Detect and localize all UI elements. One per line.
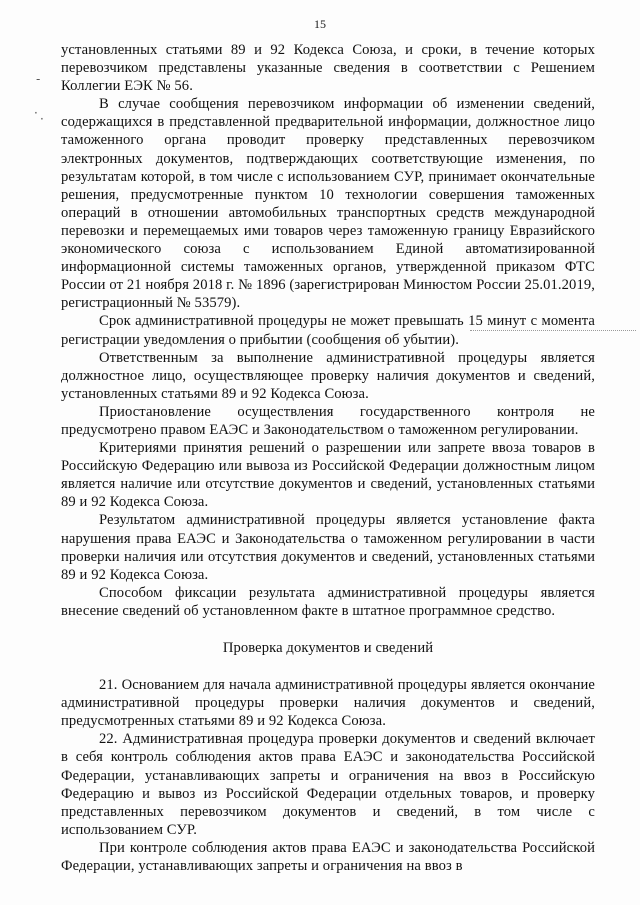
numbered-paragraph: 22. Административная процедура проверки документов и сведений включает в себя контроль соблюдения актов права ЕАЭС и законодательства Российской Федерации, устанавливающих запреты и ограничения на ввоз в Российскую Федерацию и вывоз из Российской Федерации отдельных товаров, и проверку представленных перевозчиком документов и сведений, в том числе с использованием СУР. bbox=[61, 731, 595, 838]
margin-mark: - bbox=[36, 72, 41, 86]
margin-mark: · bbox=[40, 112, 44, 126]
paragraph: При контроле соблюдения актов права ЕАЭС и законодательства Российской Федерации, устанавливающих запреты и ограничения на ввоз в bbox=[61, 839, 595, 875]
paragraph: Способом фиксации результата административной процедуры является внесение сведений об установленном факте в штатное программное средство. bbox=[61, 584, 595, 619]
paragraph: В случае сообщения перевозчиком информации об изменении сведений, содержащихся в представленной предварительной информации, должностное лицо таможенного органа проводит проверку представленных перевозчиком электронных документов, подтверждающих соответствующие изменения, по результатам которой, в том числе с использованием СУР, принимает окончательные решения, предусмотренные пунктом 10 технологии совершения таможенных операций в отношении автомобильных транспортных средств международной перевозки и перемещаемых ими товаров через таможенную границу Евразийского экономического союза с использованием Единой автоматизированной информационной системы таможенных органов, утвержденной приказом ФТС России от 21 ноября 2018 г. № 1896 (зарегистрирован Минюстом России 25.01.2019, регистрационный № 53579). bbox=[61, 96, 595, 312]
document-body bbox=[61, 41, 595, 875]
paragraph: Критериями принятия решений о разрешении или запрете ввоза товаров в Российскую Федерацию или вывоза из Российской Федерации должностным лицом является наличие или отсутствие документов и сведений, установленных статьями 89 и 92 Кодекса Союза. bbox=[61, 440, 595, 511]
page-number: 15 bbox=[314, 17, 326, 31]
section-heading: Проверка документов и сведений bbox=[222, 640, 434, 656]
paragraph: установленных статьями 89 и 92 Кодекса Союза, и сроки, в течение которых перевозчиком представлены указанные сведения в соответствии с Решением Коллегии ЕЭК № 56. bbox=[61, 42, 595, 95]
paragraph: Ответственным за выполнение административной процедуры является должностное лицо, осуществляющее проверку наличия документов и сведений, установленных статьями 89 и 92 Кодекса Союза. bbox=[61, 349, 595, 402]
numbered-paragraph: 21. Основанием для начала административной процедуры является окончание административной процедуры проверки наличия документов и сведений, предусмотренных статьями 89 и 92 Кодекса Союза. bbox=[61, 677, 595, 730]
margin-mark: · bbox=[34, 106, 38, 120]
paragraph: Приостановление осуществления государственного контроля не предусмотрено правом ЕАЭС и Законодательством о таможенном регулировании. bbox=[61, 403, 595, 438]
paragraph: Результатом административной процедуры является установление факта нарушения права ЕАЭС и Законодательства о таможенном регулировании в части проверки наличия или отсутствия документов и сведений, установленных статьями 89 и 92 Кодекса Союза. bbox=[61, 512, 595, 583]
paragraph: Срок административной процедуры не может превышать 15 минут с момента регистрации уведомления о прибытии (сообщения об убытии). bbox=[61, 313, 595, 348]
